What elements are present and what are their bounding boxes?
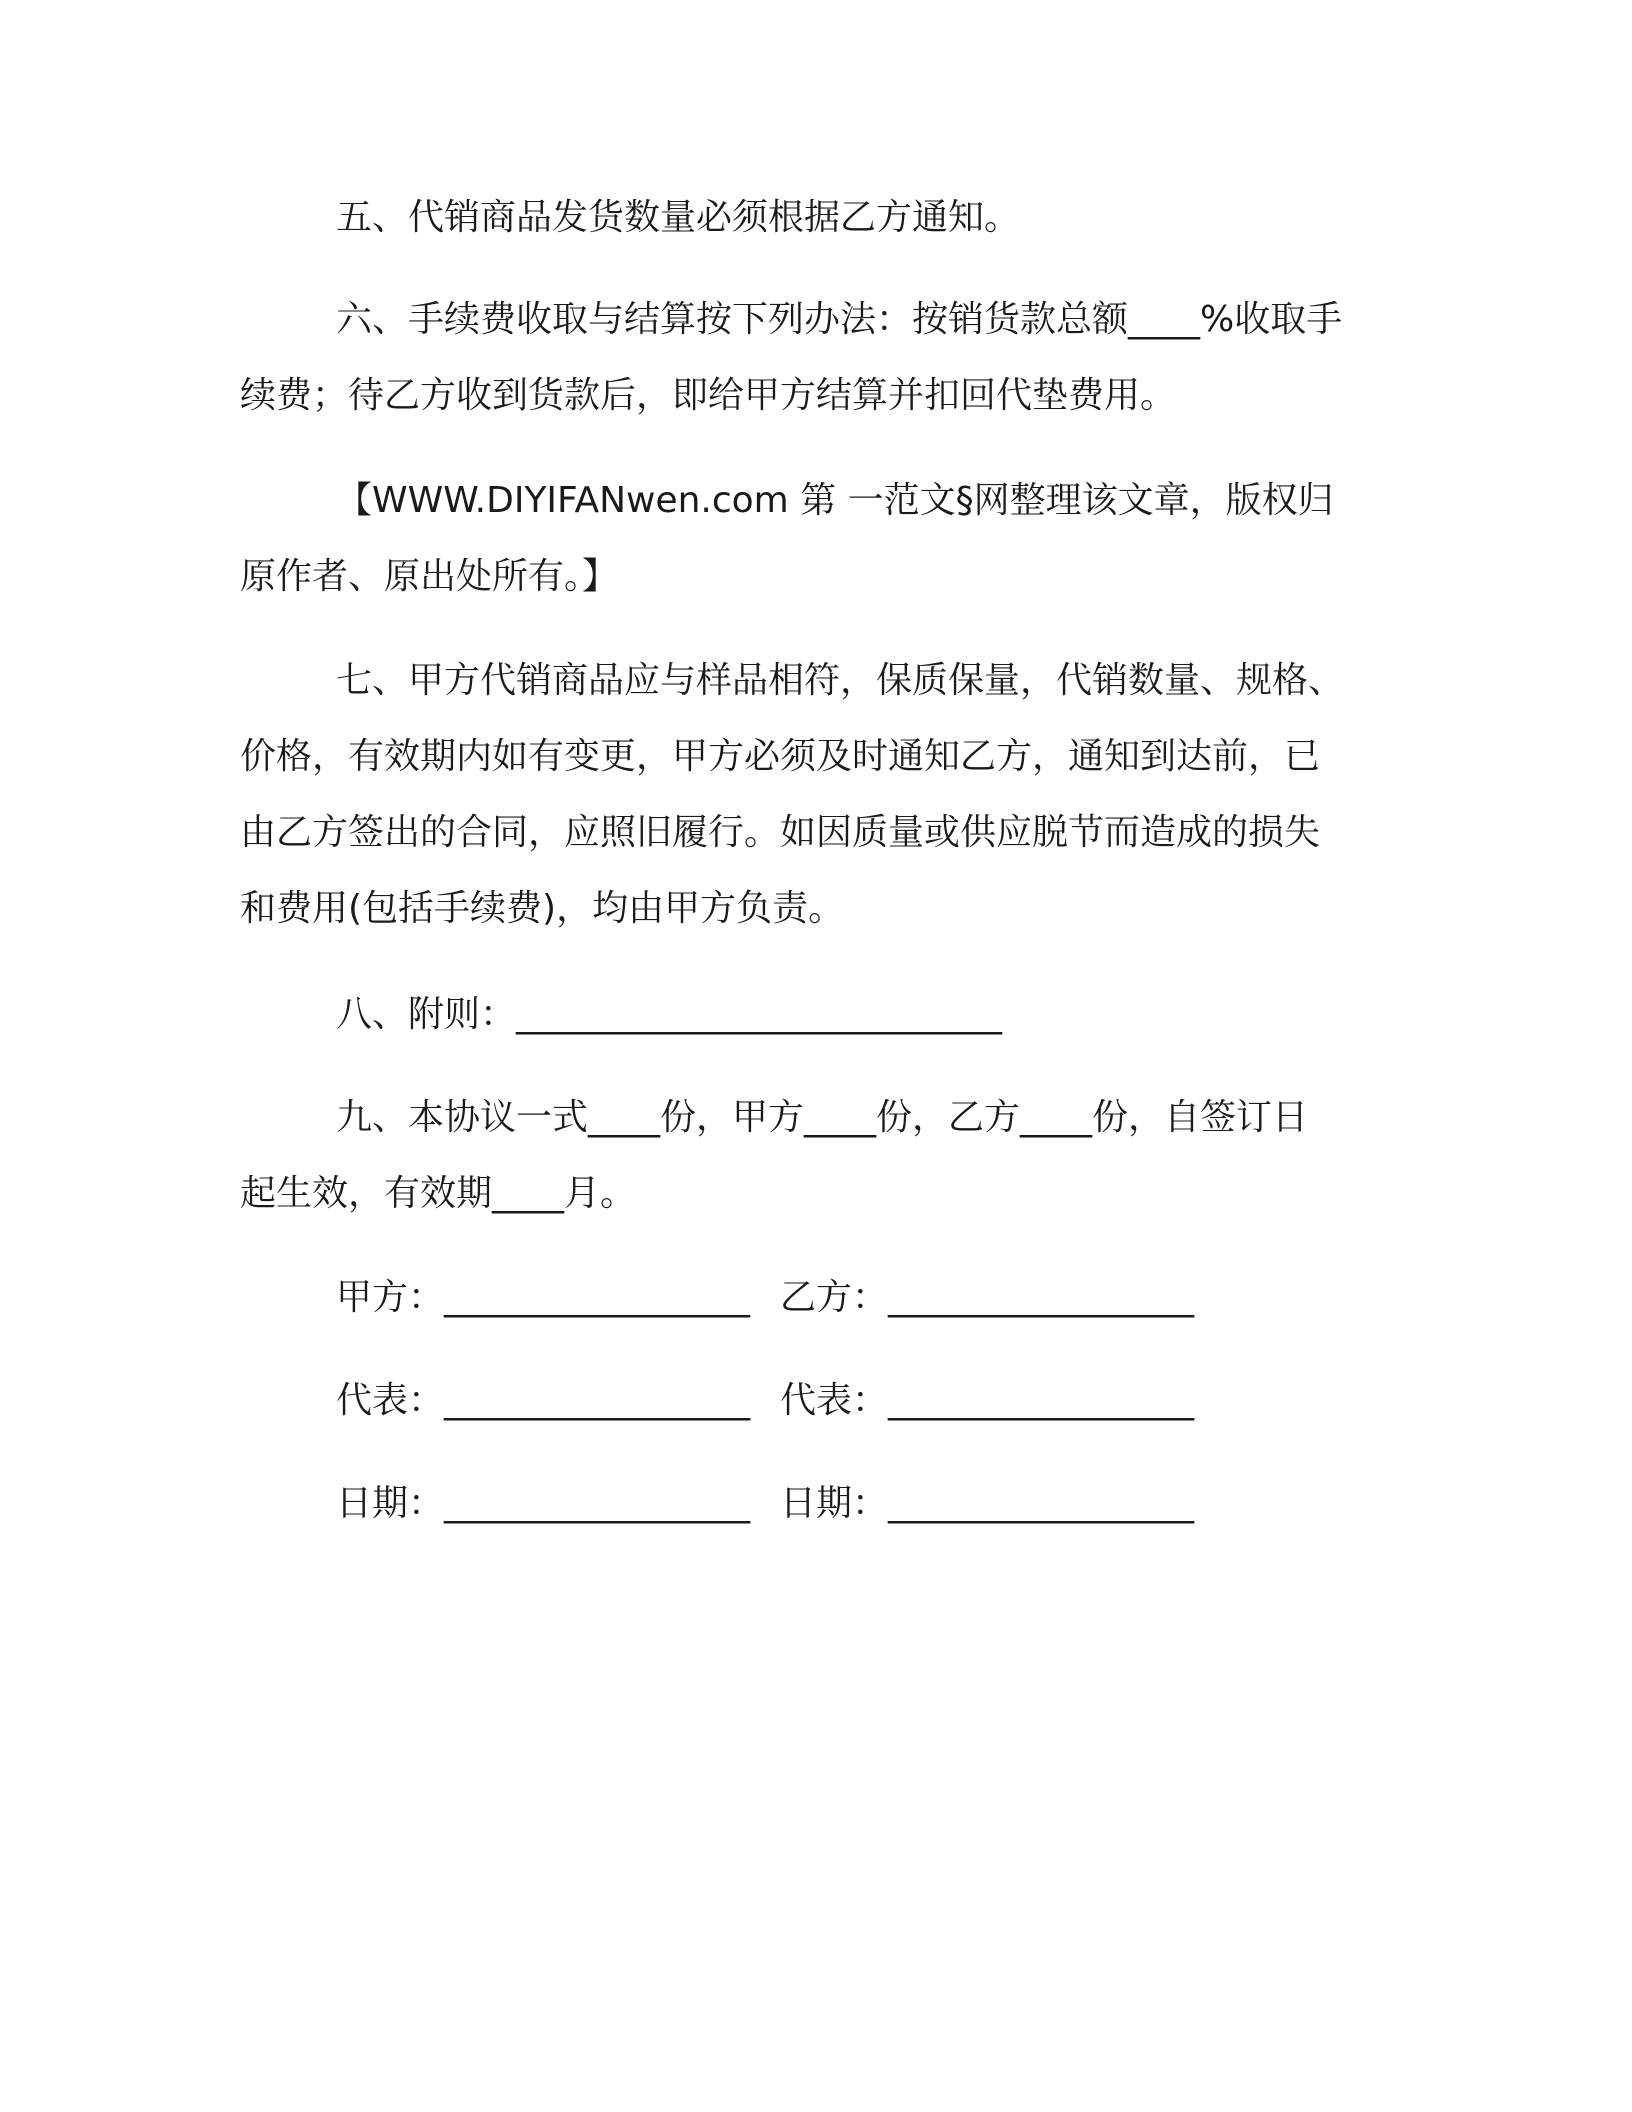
party-a-signature-field: 甲方：_________________ — [336, 1277, 751, 1318]
clause-8 — [240, 977, 1390, 1053]
clause-9 — [240, 1080, 1390, 1232]
notice-line: 原作者、原出处所有。】 — [240, 556, 619, 597]
date-b-signature-field: 日期：_________________ — [780, 1483, 1195, 1524]
clause-6-line: 续费；待乙方收到货款后，即给甲方结算并扣回代垫费用。 — [240, 375, 1177, 416]
clause-7-line: 七、甲方代销商品应与样品相符，保质保量，代销数量、规格、 — [336, 660, 1345, 701]
clause-7 — [240, 643, 1390, 947]
clause-6 — [240, 282, 1390, 434]
clause-9-line: 起生效，有效期____月。 — [240, 1173, 637, 1214]
signature-row-representative — [336, 1363, 1194, 1439]
rep-b-signature-field: 代表：_________________ — [780, 1380, 1195, 1421]
clause-7-line: 和费用(包括手续费)，均由甲方负责。 — [240, 888, 845, 929]
signature-row-date — [336, 1466, 1194, 1542]
clause-7-line: 价格，有效期内如有变更，甲方必须及时通知乙方，通知到达前，已 — [240, 736, 1321, 777]
copyright-notice — [240, 463, 1390, 615]
notice-line: 【WWW.DIYIFANwen.com 第 一范文§网整理该文章，版权归 — [336, 480, 1334, 521]
clause-9-line: 九、本协议一式____份，甲方____份，乙方____份，自签订日 — [336, 1097, 1309, 1138]
clause-5-line: 五、代销商品发货数量必须根据乙方通知。 — [336, 197, 1021, 238]
clause-8-line: 八、附则：___________________________ — [336, 994, 1003, 1035]
clause-7-line: 由乙方签出的合同，应照旧履行。如因质量或供应脱节而造成的损失 — [240, 812, 1321, 853]
clause-5 — [240, 180, 1390, 256]
party-b-signature-field: 乙方：_________________ — [780, 1277, 1195, 1318]
date-a-signature-field: 日期：_________________ — [336, 1483, 751, 1524]
clause-6-line: 六、手续费收取与结算按下列办法：按销货款总额____%收取手 — [336, 299, 1343, 340]
rep-a-signature-field: 代表：_________________ — [336, 1380, 751, 1421]
signature-row-party — [336, 1260, 1194, 1336]
